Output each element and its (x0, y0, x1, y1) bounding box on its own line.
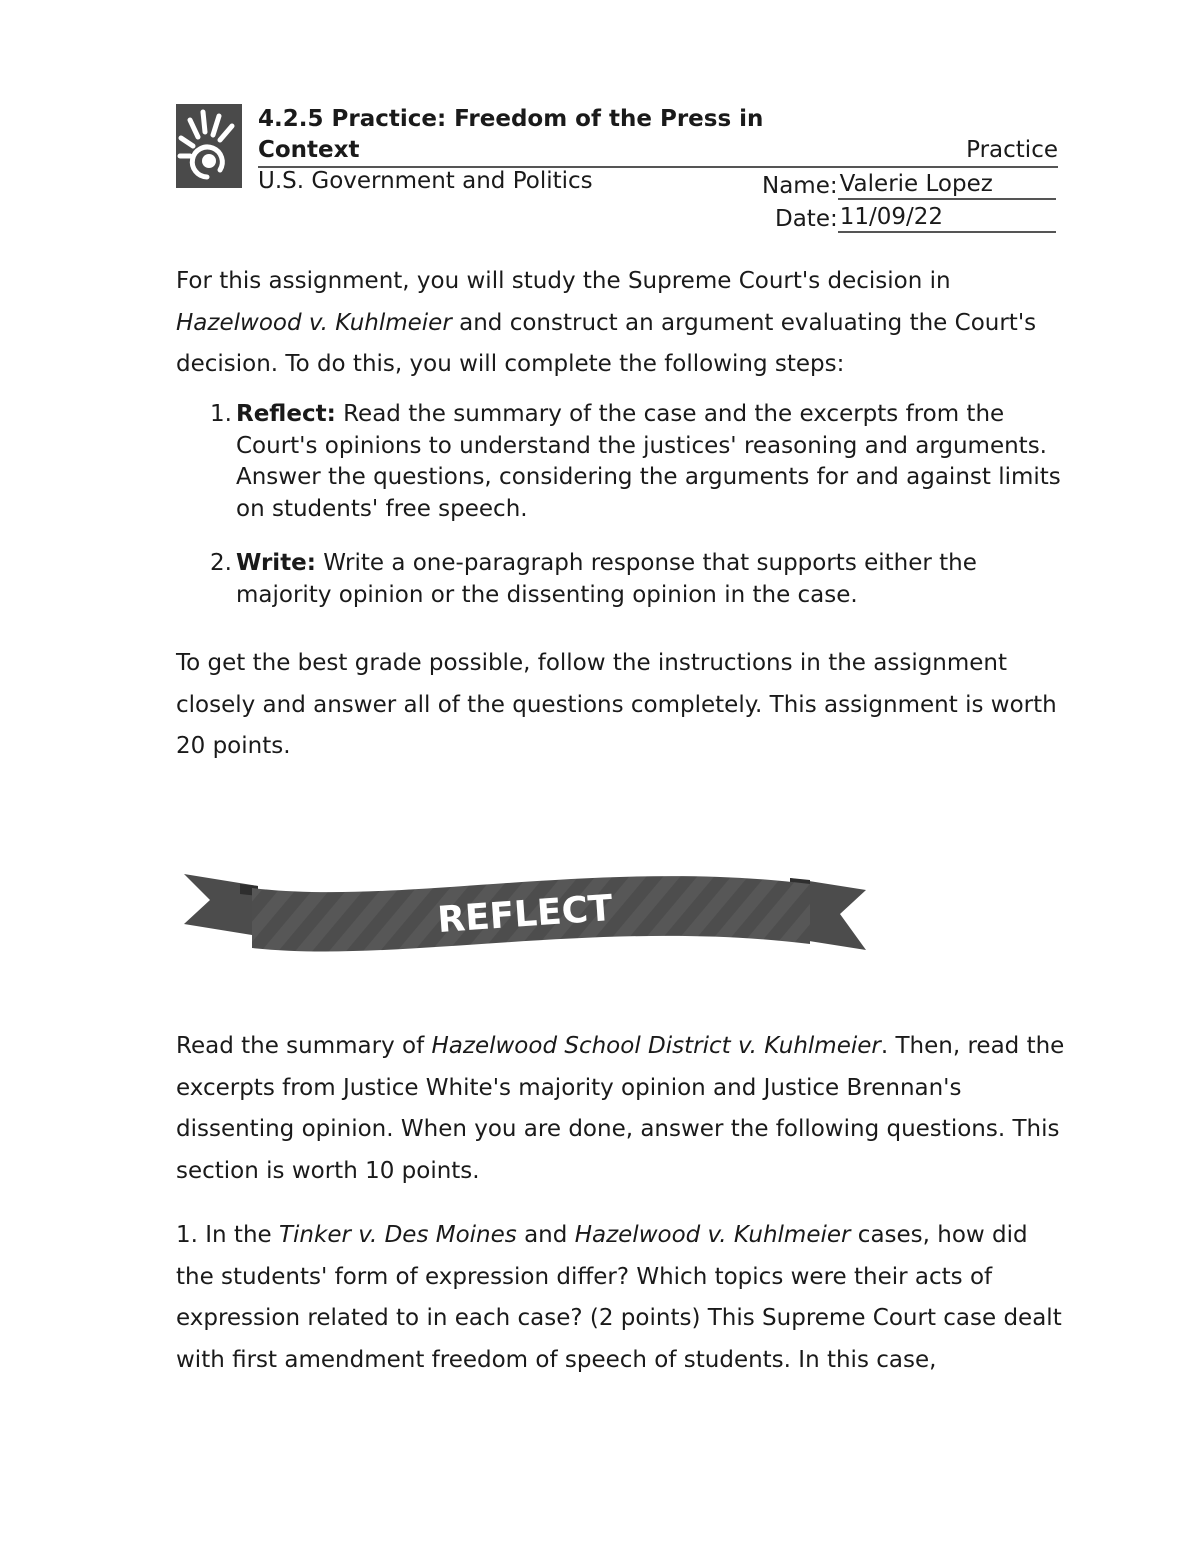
title-row (258, 135, 1058, 168)
date-label: Date: (775, 206, 838, 232)
question-text: cases, how did the students' form of expression differ? Which topics were their acts of expression related to in each case? (2 points) This Supreme Court case dealt with first amendment freedom of speech of students. In this case, (176, 1222, 1062, 1373)
question-1 (176, 1215, 1066, 1381)
step-label: Reflect: (236, 401, 336, 427)
question-case-1: Tinker v. Des Moines (278, 1222, 517, 1248)
reflect-intro-paragraph (176, 1026, 1066, 1192)
intro-text-2: and construct an argument evaluating the Court's decision. To do this, you will complete the following steps: (176, 309, 1037, 377)
step-text: Read the summary of the case and the excerpts from the Court's opinions to understand the justices' reasoning and arguments. Answer the questions, considering the arguments for and against limits on students' free speech. (236, 401, 1061, 522)
step-content (236, 548, 1070, 611)
step-number: 2. (210, 550, 232, 576)
step-text: Write a one-paragraph response that supports either the majority opinion or the dissenting opinion in the case. (236, 550, 977, 608)
reflect-case-name: Hazelwood School District v. Kuhlmeier (431, 1033, 881, 1059)
page-title: 4.2.5 Practice: Freedom of the Press in (258, 106, 764, 132)
step-label: Write: (236, 550, 316, 576)
banner-label: REFLECT (436, 887, 614, 942)
reflect-text-1: Read the summary of (176, 1033, 432, 1059)
step-content (236, 399, 1070, 525)
step-item-reflect (210, 399, 1070, 525)
sun-logo-icon (176, 104, 242, 188)
name-label: Name: (762, 173, 838, 199)
course-name: U.S. Government and Politics (258, 168, 593, 194)
step-item-write (210, 548, 1070, 611)
steps-list (210, 399, 1070, 547)
publisher-logo (176, 104, 242, 188)
intro-text-1: For this assignment, you will study the Supreme Court's decision in (176, 268, 951, 294)
reflect-banner (180, 866, 870, 956)
date-field (775, 203, 1056, 233)
intro-case-name: Hazelwood v. Kuhlmeier (176, 309, 452, 336)
document-type: Practice (966, 137, 1058, 163)
intro-paragraph (176, 261, 1066, 386)
name-value[interactable]: Valerie Lopez (838, 170, 1056, 200)
reflect-text-2: . Then, read the excerpts from Justice White's majority opinion and Justice Brennan's dissenting opinion. When you are done, answer the following questions. This section is worth 10 points. (176, 1033, 1065, 1184)
question-case-2: Hazelwood v. Kuhlmeier (574, 1222, 851, 1248)
header (258, 104, 1058, 168)
ribbon-banner-icon (180, 866, 870, 956)
question-middle: and (516, 1222, 575, 1248)
page-title-continued: Context (258, 137, 360, 163)
name-field (762, 170, 1056, 200)
step-number: 1. (210, 401, 232, 427)
date-value[interactable]: 11/09/22 (838, 203, 1056, 233)
steps-list-continued (210, 548, 1070, 633)
question-prefix: 1. In the (176, 1222, 279, 1248)
closing-paragraph: To get the best grade possible, follow the instructions in the assignment closely and answer all of the questions completely. This assignment is worth 20 points. (176, 650, 1057, 759)
